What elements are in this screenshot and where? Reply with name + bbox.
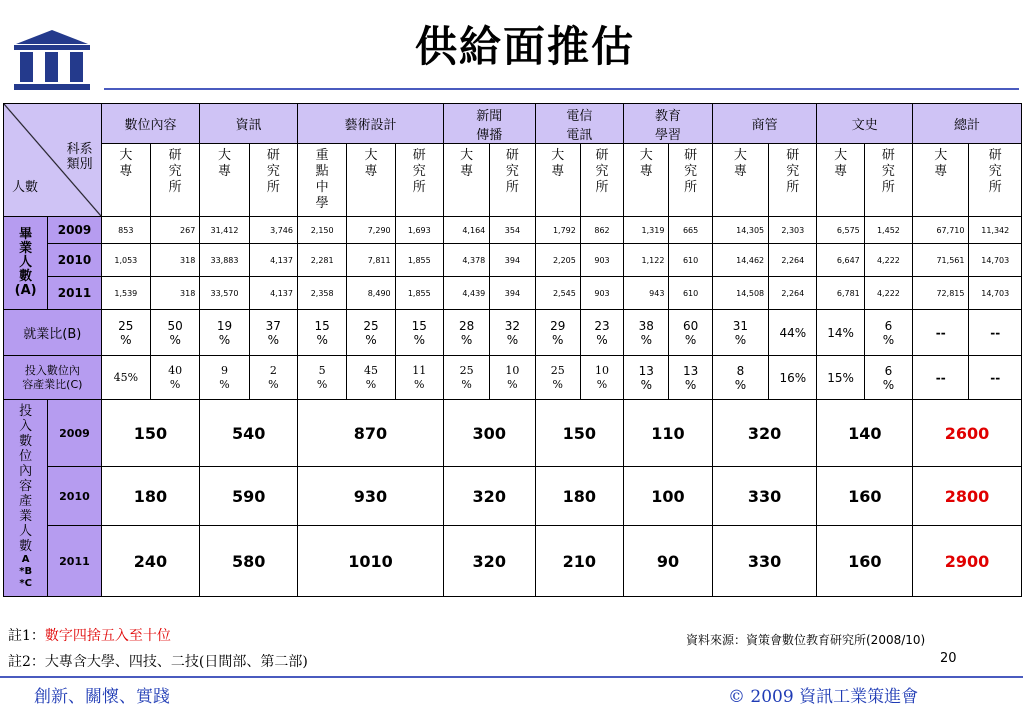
digital-ratio-value: 45 % <box>347 356 395 400</box>
graduates-value: 6,575 <box>817 217 864 244</box>
year-cell: 2011 <box>48 526 101 597</box>
employment-ratio-value: 38 % <box>624 310 669 356</box>
digital-ratio-value: 2 % <box>249 356 297 400</box>
page-title: 供給面推估 <box>414 22 635 71</box>
supply-value: 580 <box>200 526 298 597</box>
sub-header: 大 專 <box>913 144 969 217</box>
supply-label-char: 投 <box>19 404 33 419</box>
supply-label-char: 位 <box>19 449 33 464</box>
note-1-prefix: 註1： <box>8 628 45 644</box>
digital-ratio-value: 25 % <box>535 356 580 400</box>
graduates-value: 14,462 <box>712 244 768 277</box>
graduates-value: 2,545 <box>535 277 580 310</box>
sub-header: 研 究 所 <box>150 144 199 217</box>
graduates-value: 14,305 <box>712 217 768 244</box>
sub-header: 研 究 所 <box>580 144 623 217</box>
supply-value: 110 <box>624 400 713 467</box>
graduates-value: 2,264 <box>769 244 817 277</box>
category-header: 數位內容 <box>101 104 200 144</box>
graduates-value: 72,815 <box>913 277 969 310</box>
graduates-value: 318 <box>150 244 199 277</box>
employment-ratio-value: 29 % <box>535 310 580 356</box>
title-divider <box>104 88 1019 90</box>
graduates-value: 7,290 <box>347 217 395 244</box>
supply-value: 590 <box>200 467 298 526</box>
note-1 <box>8 625 171 645</box>
graduates-value: 2,264 <box>769 277 817 310</box>
graduates-value: 853 <box>101 217 150 244</box>
supply-value: 160 <box>817 526 913 597</box>
supply-value: 150 <box>101 400 200 467</box>
supply-label-char: 產 <box>19 494 33 509</box>
employment-ratio-value: 32 % <box>490 310 535 356</box>
note-1-text: 數字四捨五入至十位 <box>44 628 171 644</box>
employment-ratio-value: 23 % <box>580 310 623 356</box>
employment-ratio-value: -- <box>913 310 969 356</box>
sub-header: 研 究 所 <box>969 144 1022 217</box>
sub-header: 大 專 <box>712 144 768 217</box>
sub-header: 大 專 <box>535 144 580 217</box>
sub-header: 研 究 所 <box>395 144 443 217</box>
category-header: 藝術設計 <box>297 104 443 144</box>
supply-value: 180 <box>535 467 624 526</box>
graduates-value: 4,164 <box>443 217 489 244</box>
sub-header: 大 專 <box>443 144 489 217</box>
graduates-value: 2,303 <box>769 217 817 244</box>
supply-value: 320 <box>712 400 817 467</box>
supply-label-char: 人 <box>19 524 33 539</box>
supply-value: 100 <box>624 467 713 526</box>
page-number: 20 <box>940 651 957 666</box>
graduates-value: 71,561 <box>913 244 969 277</box>
graduates-value: 354 <box>490 217 535 244</box>
graduates-value: 2,150 <box>297 217 346 244</box>
digital-ratio-value: -- <box>913 356 969 400</box>
employment-ratio-value: 25 % <box>347 310 395 356</box>
supply-value: 210 <box>535 526 624 597</box>
graduates-value: 2,205 <box>535 244 580 277</box>
supply-value: 160 <box>817 467 913 526</box>
graduates-value: 31,412 <box>200 217 249 244</box>
category-header: 教育 學習 <box>624 104 713 144</box>
supply-value: 320 <box>443 526 535 597</box>
employment-ratio-value: 37 % <box>249 310 297 356</box>
supply-value: 300 <box>443 400 535 467</box>
graduates-value: 3,746 <box>249 217 297 244</box>
category-header: 文史 <box>817 104 913 144</box>
supply-value: 140 <box>817 400 913 467</box>
digital-ratio-value: 16% <box>769 356 817 400</box>
graduates-value: 1,792 <box>535 217 580 244</box>
supply-label-char: 數 <box>19 539 33 554</box>
year-cell: 2010 <box>48 244 101 277</box>
employment-ratio-value: 31 % <box>712 310 768 356</box>
graduates-value: 394 <box>490 277 535 310</box>
graduates-value: 2,358 <box>297 277 346 310</box>
note-2-text: 大專含大學、四技、二技(日間部、第二部) <box>44 654 308 670</box>
graduates-value: 67,710 <box>913 217 969 244</box>
graduates-value: 267 <box>150 217 199 244</box>
graduates-label: 畢 業 人 數 (A) <box>4 217 48 310</box>
supply-value: 1010 <box>297 526 443 597</box>
graduates-value: 4,222 <box>864 244 912 277</box>
iii-logo <box>12 28 92 92</box>
digital-ratio-value: 6 % <box>864 356 912 400</box>
sub-header: 大 專 <box>200 144 249 217</box>
graduates-value: 394 <box>490 244 535 277</box>
digital-ratio-value: 25 % <box>443 356 489 400</box>
supply-value: 540 <box>200 400 298 467</box>
digital-ratio-value: 45% <box>101 356 150 400</box>
supply-value: 180 <box>101 467 200 526</box>
digital-ratio-value: 10 % <box>580 356 623 400</box>
graduates-value: 11,342 <box>969 217 1022 244</box>
graduates-value: 1,539 <box>101 277 150 310</box>
sub-header: 大 專 <box>817 144 864 217</box>
graduates-value: 610 <box>669 277 712 310</box>
graduates-value: 33,883 <box>200 244 249 277</box>
graduates-value: 7,811 <box>347 244 395 277</box>
digital-ratio-value: 10 % <box>490 356 535 400</box>
employment-ratio-value: 50 % <box>150 310 199 356</box>
graduates-value: 903 <box>580 244 623 277</box>
sub-header: 大 專 <box>624 144 669 217</box>
graduates-value: 8,490 <box>347 277 395 310</box>
sub-header: 研 究 所 <box>669 144 712 217</box>
supply-value: 870 <box>297 400 443 467</box>
graduates-value: 4,439 <box>443 277 489 310</box>
digital-ratio-label: 投入數位內 容產業比(C) <box>4 356 102 400</box>
graduates-value: 4,378 <box>443 244 489 277</box>
graduates-value: 6,647 <box>817 244 864 277</box>
footer-divider <box>0 676 1023 678</box>
graduates-value: 1,122 <box>624 244 669 277</box>
employment-ratio-value: 60 % <box>669 310 712 356</box>
supply-label-char: 數 <box>19 434 33 449</box>
graduates-value: 610 <box>669 244 712 277</box>
digital-ratio-value: 40 % <box>150 356 199 400</box>
supply-table <box>3 103 1022 597</box>
supply-label-char: 內 <box>19 464 33 479</box>
digital-ratio-value: 8 % <box>712 356 768 400</box>
graduates-value: 318 <box>150 277 199 310</box>
graduates-value: 1,452 <box>864 217 912 244</box>
digital-ratio-value: 13 % <box>669 356 712 400</box>
year-cell: 2010 <box>48 467 101 526</box>
graduates-value: 4,222 <box>864 277 912 310</box>
supply-value: 90 <box>624 526 713 597</box>
graduates-value: 1,053 <box>101 244 150 277</box>
supply-label-char: 容 <box>19 479 33 494</box>
employment-ratio-value: 14% <box>817 310 864 356</box>
year-cell: 2009 <box>48 217 101 244</box>
graduates-value: 943 <box>624 277 669 310</box>
data-source: 資料來源：資策會數位教育研究所(2008/10) <box>686 633 926 647</box>
sub-header: 研 究 所 <box>249 144 297 217</box>
category-header: 新聞 傳播 <box>443 104 535 144</box>
sub-header: 研 究 所 <box>490 144 535 217</box>
sub-header: 重 點 中 學 <box>297 144 346 217</box>
employment-ratio-value: 28 % <box>443 310 489 356</box>
sub-header: 大 專 <box>347 144 395 217</box>
graduates-value: 4,137 <box>249 244 297 277</box>
year-cell: 2011 <box>48 277 101 310</box>
graduates-value: 1,693 <box>395 217 443 244</box>
supply-label-char: 業 <box>19 509 33 524</box>
graduates-value: 33,570 <box>200 277 249 310</box>
graduates-value: 2,281 <box>297 244 346 277</box>
graduates-value: 1,319 <box>624 217 669 244</box>
graduates-value: 665 <box>669 217 712 244</box>
supply-total: 2900 <box>913 526 1022 597</box>
employment-ratio-value: -- <box>969 310 1022 356</box>
supply-value: 330 <box>712 526 817 597</box>
year-cell: 2009 <box>48 400 101 467</box>
graduates-value: 1,855 <box>395 244 443 277</box>
digital-ratio-value: 9 % <box>200 356 249 400</box>
digital-ratio-value: 15% <box>817 356 864 400</box>
digital-ratio-value: 11 % <box>395 356 443 400</box>
sub-header: 研 究 所 <box>769 144 817 217</box>
employment-ratio-value: 19 % <box>200 310 249 356</box>
supply-value: 320 <box>443 467 535 526</box>
corner-label-category: 科系 類別 <box>66 142 93 172</box>
supply-value: 330 <box>712 467 817 526</box>
supply-value: 150 <box>535 400 624 467</box>
graduates-value: 6,781 <box>817 277 864 310</box>
corner-diagonal <box>4 104 101 216</box>
digital-ratio-value: 5 % <box>297 356 346 400</box>
employment-ratio-label: 就業比(B) <box>4 310 102 356</box>
corner-header <box>4 104 102 217</box>
supply-label-char: 入 <box>19 419 33 434</box>
supply-value: 240 <box>101 526 200 597</box>
graduates-value: 14,703 <box>969 244 1022 277</box>
sub-header: 研 究 所 <box>864 144 912 217</box>
supply-value: 930 <box>297 467 443 526</box>
category-header: 電信 電訊 <box>535 104 624 144</box>
category-header: 資訊 <box>200 104 298 144</box>
supply-total: 2800 <box>913 467 1022 526</box>
graduates-value: 862 <box>580 217 623 244</box>
note-2-prefix: 註2： <box>8 654 45 670</box>
digital-ratio-value: 13 % <box>624 356 669 400</box>
employment-ratio-value: 6 % <box>864 310 912 356</box>
graduates-value: 903 <box>580 277 623 310</box>
employment-ratio-value: 44% <box>769 310 817 356</box>
category-header: 總計 <box>913 104 1022 144</box>
supply-label-text <box>4 404 47 554</box>
employment-ratio-value: 15 % <box>395 310 443 356</box>
category-header: 商管 <box>712 104 817 144</box>
supply-formula: A *B *C <box>19 554 33 589</box>
graduates-value: 1,855 <box>395 277 443 310</box>
corner-label-people: 人數 <box>12 180 39 195</box>
employment-ratio-value: 25 % <box>101 310 150 356</box>
sub-header: 大 專 <box>101 144 150 217</box>
footer-slogan: 創新、關懷、實踐 <box>34 687 170 707</box>
supply-label <box>4 400 48 597</box>
graduates-value: 4,137 <box>249 277 297 310</box>
graduates-value: 14,703 <box>969 277 1022 310</box>
employment-ratio-value: 15 % <box>297 310 346 356</box>
digital-ratio-value: -- <box>969 356 1022 400</box>
supply-total: 2600 <box>913 400 1022 467</box>
note-2 <box>8 651 308 671</box>
graduates-value: 14,508 <box>712 277 768 310</box>
footer-copyright: © 2009 資訊工業策進會 <box>728 687 919 707</box>
